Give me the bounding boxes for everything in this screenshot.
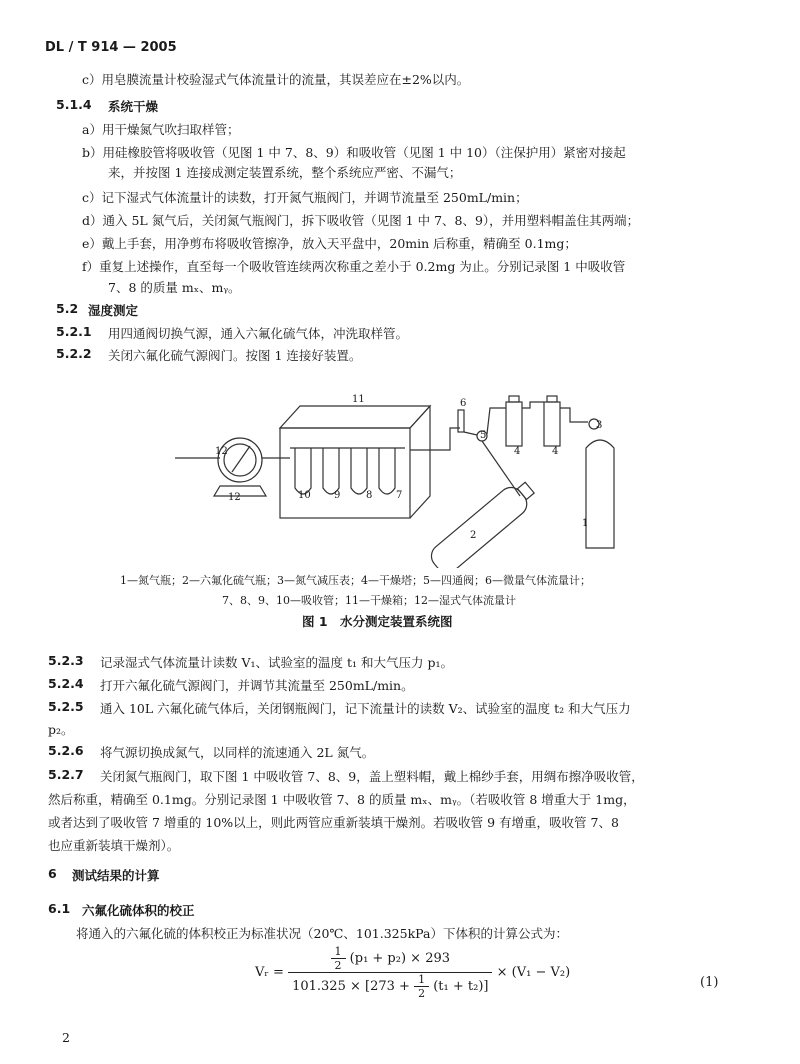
section-number-5-2: 5.2 — [56, 301, 79, 316]
section-number-5-2-6: 5.2.6 — [48, 743, 84, 758]
section-title-6-1: 六氟化硫体积的校正 — [82, 903, 195, 918]
label-9: 9 — [334, 490, 341, 501]
formula-main-fraction — [288, 945, 492, 1000]
item-b-line1: b）用硅橡胶管将吸收管（见图 1 中 7、8、9）和吸收管（见图 1 中 10）（注保护用）紧密对接起 — [82, 145, 626, 160]
section-number-5-2-1: 5.2.1 — [56, 324, 92, 339]
label-12b: 12 — [228, 492, 241, 503]
section-number-6: 6 — [48, 866, 57, 881]
formula-intro: 将通入的六氟化硫的体积校正为标准状况（20℃、101.325kPa）下体积的计算公式为： — [76, 926, 568, 941]
standard-number: DL / T 914 — 2005 — [45, 40, 177, 55]
drying-box — [280, 406, 430, 428]
step-5-2-3: 记录湿式气体流量计读数 V₁、试验室的温度 t₁ 和大气压力 p₁。 — [100, 655, 453, 670]
label-12: 12 — [215, 446, 228, 457]
item-a: a）用干燥氮气吹扫取样管； — [82, 122, 240, 137]
label-10: 10 — [298, 490, 311, 501]
formula-denominator: 101.325 × [273 + $\frac{1}{2}$ (t₁ + t₂)] — [288, 972, 492, 1000]
equation-number: (1) — [700, 975, 719, 990]
step-5-2-1: 用四通阀切换气源，通入六氟化硫气体，冲洗取样管。 — [108, 326, 409, 341]
section-title-6: 测试结果的计算 — [72, 868, 160, 883]
step-5-2-5-line1: 通入 10L 六氟化硫气体后，关闭钢瓶阀门，记下流量计的读数 V₂、试验室的温度 t₂ 和大气压力 — [100, 701, 631, 716]
absorption-tube-7 — [379, 448, 395, 494]
item-e: e）戴上手套，用净剪布将吸收管擦净，放入天平盘中，20min 后称重，精确至 0.1mg； — [82, 236, 577, 251]
label-6: 6 — [460, 398, 467, 409]
figure-legend-line1: 1—氮气瓶；2—六氟化硫气瓶；3—氮气减压表；4—干燥塔；5—四通阀；6—微量气体流量计； — [120, 574, 591, 587]
label-7: 7 — [396, 490, 403, 501]
figure-legend-line2: 7、8、9、10—吸收管；11—干燥箱；12—湿式气体流量计 — [222, 594, 516, 607]
item-d: d）通入 5L 氮气后，关闭氮气瓶阀门，拆下吸收管（见图 1 中 7、8、9），并用塑料帽盖住其两端； — [82, 213, 640, 228]
label-3: 3 — [596, 420, 603, 431]
section-number-6-1: 6.1 — [48, 901, 71, 916]
drying-tower-2 — [544, 402, 560, 446]
drying-tower-1 — [506, 402, 522, 446]
section-number-5-2-2: 5.2.2 — [56, 346, 92, 361]
page-number: 2 — [62, 1030, 70, 1045]
step-5-2-5-line2: p₂。 — [48, 722, 74, 737]
nitrogen-cylinder — [586, 440, 614, 548]
formula-rhs: × (V₁ − V₂) — [496, 965, 571, 980]
section-number-5-1-4: 5.1.4 — [56, 97, 92, 112]
step-5-2-7-line2: 然后称重，精确至 0.1mg。分别记录图 1 中吸收管 7、8 的质量 mₓ、mᵧ。（若吸收管 8 增重大于 1mg， — [48, 792, 636, 807]
section-title-5-2: 湿度测定 — [88, 303, 139, 318]
label-8: 8 — [366, 490, 373, 501]
label-5: 5 — [480, 430, 487, 441]
section-title-5-1-4: 系统干燥 — [108, 99, 159, 114]
section-number-5-2-3: 5.2.3 — [48, 653, 84, 668]
item-c: c）记下湿式气体流量计的读数，打开氮气瓶阀门，并调节流量至 250mL/min； — [82, 190, 528, 205]
absorption-tube-9 — [323, 448, 339, 494]
item-f-line1: f）重复上述操作，直至每一个吸收管连续两次称重之差小于 0.2mg 为止。分别记录图 1 中吸收管 — [82, 259, 626, 274]
item-f-line2: 7、8 的质量 mₓ、mᵧ。 — [108, 280, 241, 295]
step-5-2-7-line4: 也应重新装填干燥剂）。 — [48, 838, 180, 853]
label-4b: 4 — [552, 446, 559, 457]
label-4a: 4 — [514, 446, 521, 457]
step-5-2-4: 打开六氟化硫气源阀门，并调节其流量至 250mL/min。 — [100, 678, 414, 693]
absorption-tube-10 — [295, 448, 311, 494]
formula-1 — [255, 945, 570, 1000]
label-11: 11 — [352, 394, 365, 405]
item-c-top: c）用皂膜流量计校验湿式气体流量计的流量，其误差应在±2%以内。 — [82, 72, 470, 87]
formula-numerator: $\frac{1}{2}$ (p₁ + p₂) × 293 — [288, 945, 492, 972]
item-b-line2: 来，并按图 1 连接成测定装置系统，整个系统应严密、不漏气； — [108, 165, 462, 180]
label-2: 2 — [470, 530, 477, 541]
step-5-2-2: 关闭六氟化硫气源阀门。按图 1 连接好装置。 — [108, 348, 362, 363]
step-5-2-7-line3: 或者达到了吸收管 7 增重的 10%以上，则此两管应重新装填干燥剂。若吸收管 9 有增重，吸收管 7、8 — [48, 815, 619, 830]
apparatus-diagram — [160, 388, 640, 568]
micro-flow-meter — [458, 410, 464, 432]
figure-title: 图 1 水分测定装置系统图 — [302, 614, 453, 629]
sf6-cylinder — [427, 476, 540, 568]
absorption-tube-8 — [351, 448, 367, 494]
formula-lhs: Vᵣ = — [255, 965, 284, 980]
section-number-5-2-4: 5.2.4 — [48, 676, 84, 691]
section-number-5-2-7: 5.2.7 — [48, 767, 84, 782]
step-5-2-7-line1: 关闭氮气瓶阀门，取下图 1 中吸收管 7、8、9，盖上塑料帽，戴上棉纱手套，用绸布擦净吸收管， — [100, 769, 644, 784]
step-5-2-6: 将气源切换成氮气，以同样的流速通入 2L 氮气。 — [100, 745, 375, 760]
section-number-5-2-5: 5.2.5 — [48, 699, 84, 714]
label-1: 1 — [582, 518, 589, 529]
